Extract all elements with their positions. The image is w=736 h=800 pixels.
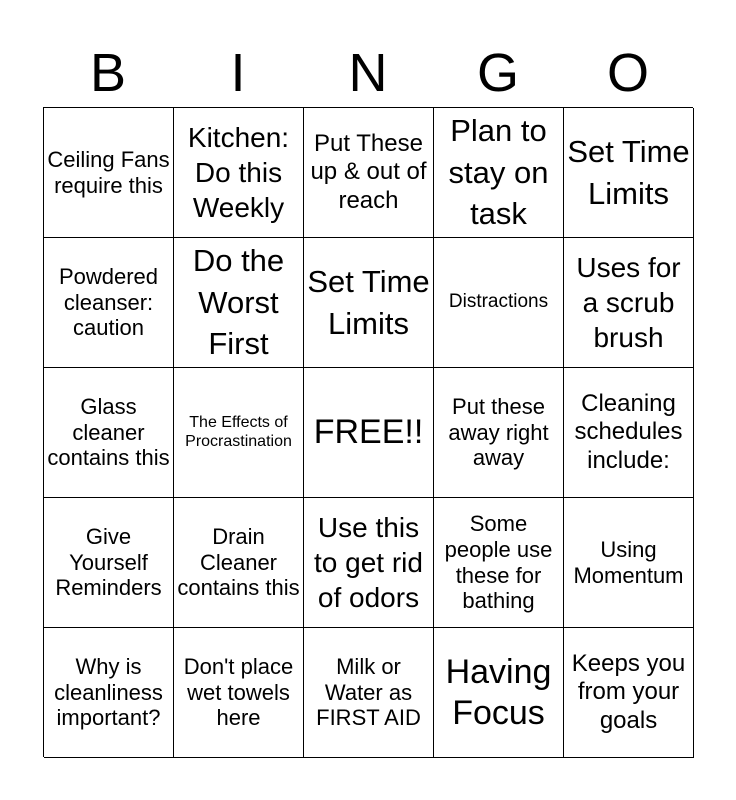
bingo-cell-r4c3[interactable]: Use this to get rid of odors (304, 498, 434, 628)
bingo-cell-r2c1[interactable]: Powdered cleanser: caution (44, 238, 174, 368)
bingo-cell-r4c2[interactable]: Drain Cleaner contains this (174, 498, 304, 628)
bingo-cell-r2c3[interactable]: Set Time Limits (304, 238, 434, 368)
header-letter-b: B (89, 43, 127, 103)
bingo-cell-r5c4[interactable]: Having Focus (434, 628, 564, 758)
bingo-cell-r1c4[interactable]: Plan to stay on task (434, 108, 564, 238)
bingo-cell-r3c1[interactable]: Glass cleaner contains this (44, 368, 174, 498)
bingo-cell-r3c5[interactable]: Cleaning schedules include: (564, 368, 694, 498)
bingo-cell-r1c2[interactable]: Kitchen: Do this Weekly (174, 108, 304, 238)
bingo-cell-r2c4[interactable]: Distractions (434, 238, 564, 368)
bingo-cell-r5c1[interactable]: Why is cleanliness important? (44, 628, 174, 758)
bingo-cell-r5c5[interactable]: Keeps you from your goals (564, 628, 694, 758)
bingo-cell-r2c2[interactable]: Do the Worst First (174, 238, 304, 368)
header-letter-i: I (230, 43, 246, 103)
bingo-cell-r1c1[interactable]: Ceiling Fans require this (44, 108, 174, 238)
bingo-header (43, 40, 693, 106)
bingo-cell-r4c5[interactable]: Using Momentum (564, 498, 694, 628)
header-letter-n: N (348, 43, 388, 103)
bingo-cell-r4c4[interactable]: Some people use these for bathing (434, 498, 564, 628)
bingo-cell-r4c1[interactable]: Give Yourself Reminders (44, 498, 174, 628)
bingo-cell-r1c3[interactable]: Put These up & out of reach (304, 108, 434, 238)
header-letter-g: G (476, 43, 519, 103)
bingo-cell-r3c4[interactable]: Put these away right away (434, 368, 564, 498)
bingo-cell-r2c5[interactable]: Uses for a scrub brush (564, 238, 694, 368)
bingo-board (43, 107, 693, 757)
bingo-cell-r5c3[interactable]: Milk or Water as FIRST AID (304, 628, 434, 758)
bingo-cell-r5c2[interactable]: Don't place wet towels here (174, 628, 304, 758)
bingo-cell-r3c3-free[interactable]: FREE!! (304, 368, 434, 498)
header-letter-o: O (606, 43, 649, 103)
bingo-cell-r3c2[interactable]: The Effects of Procrastination (174, 368, 304, 498)
bingo-cell-r1c5[interactable]: Set Time Limits (564, 108, 694, 238)
